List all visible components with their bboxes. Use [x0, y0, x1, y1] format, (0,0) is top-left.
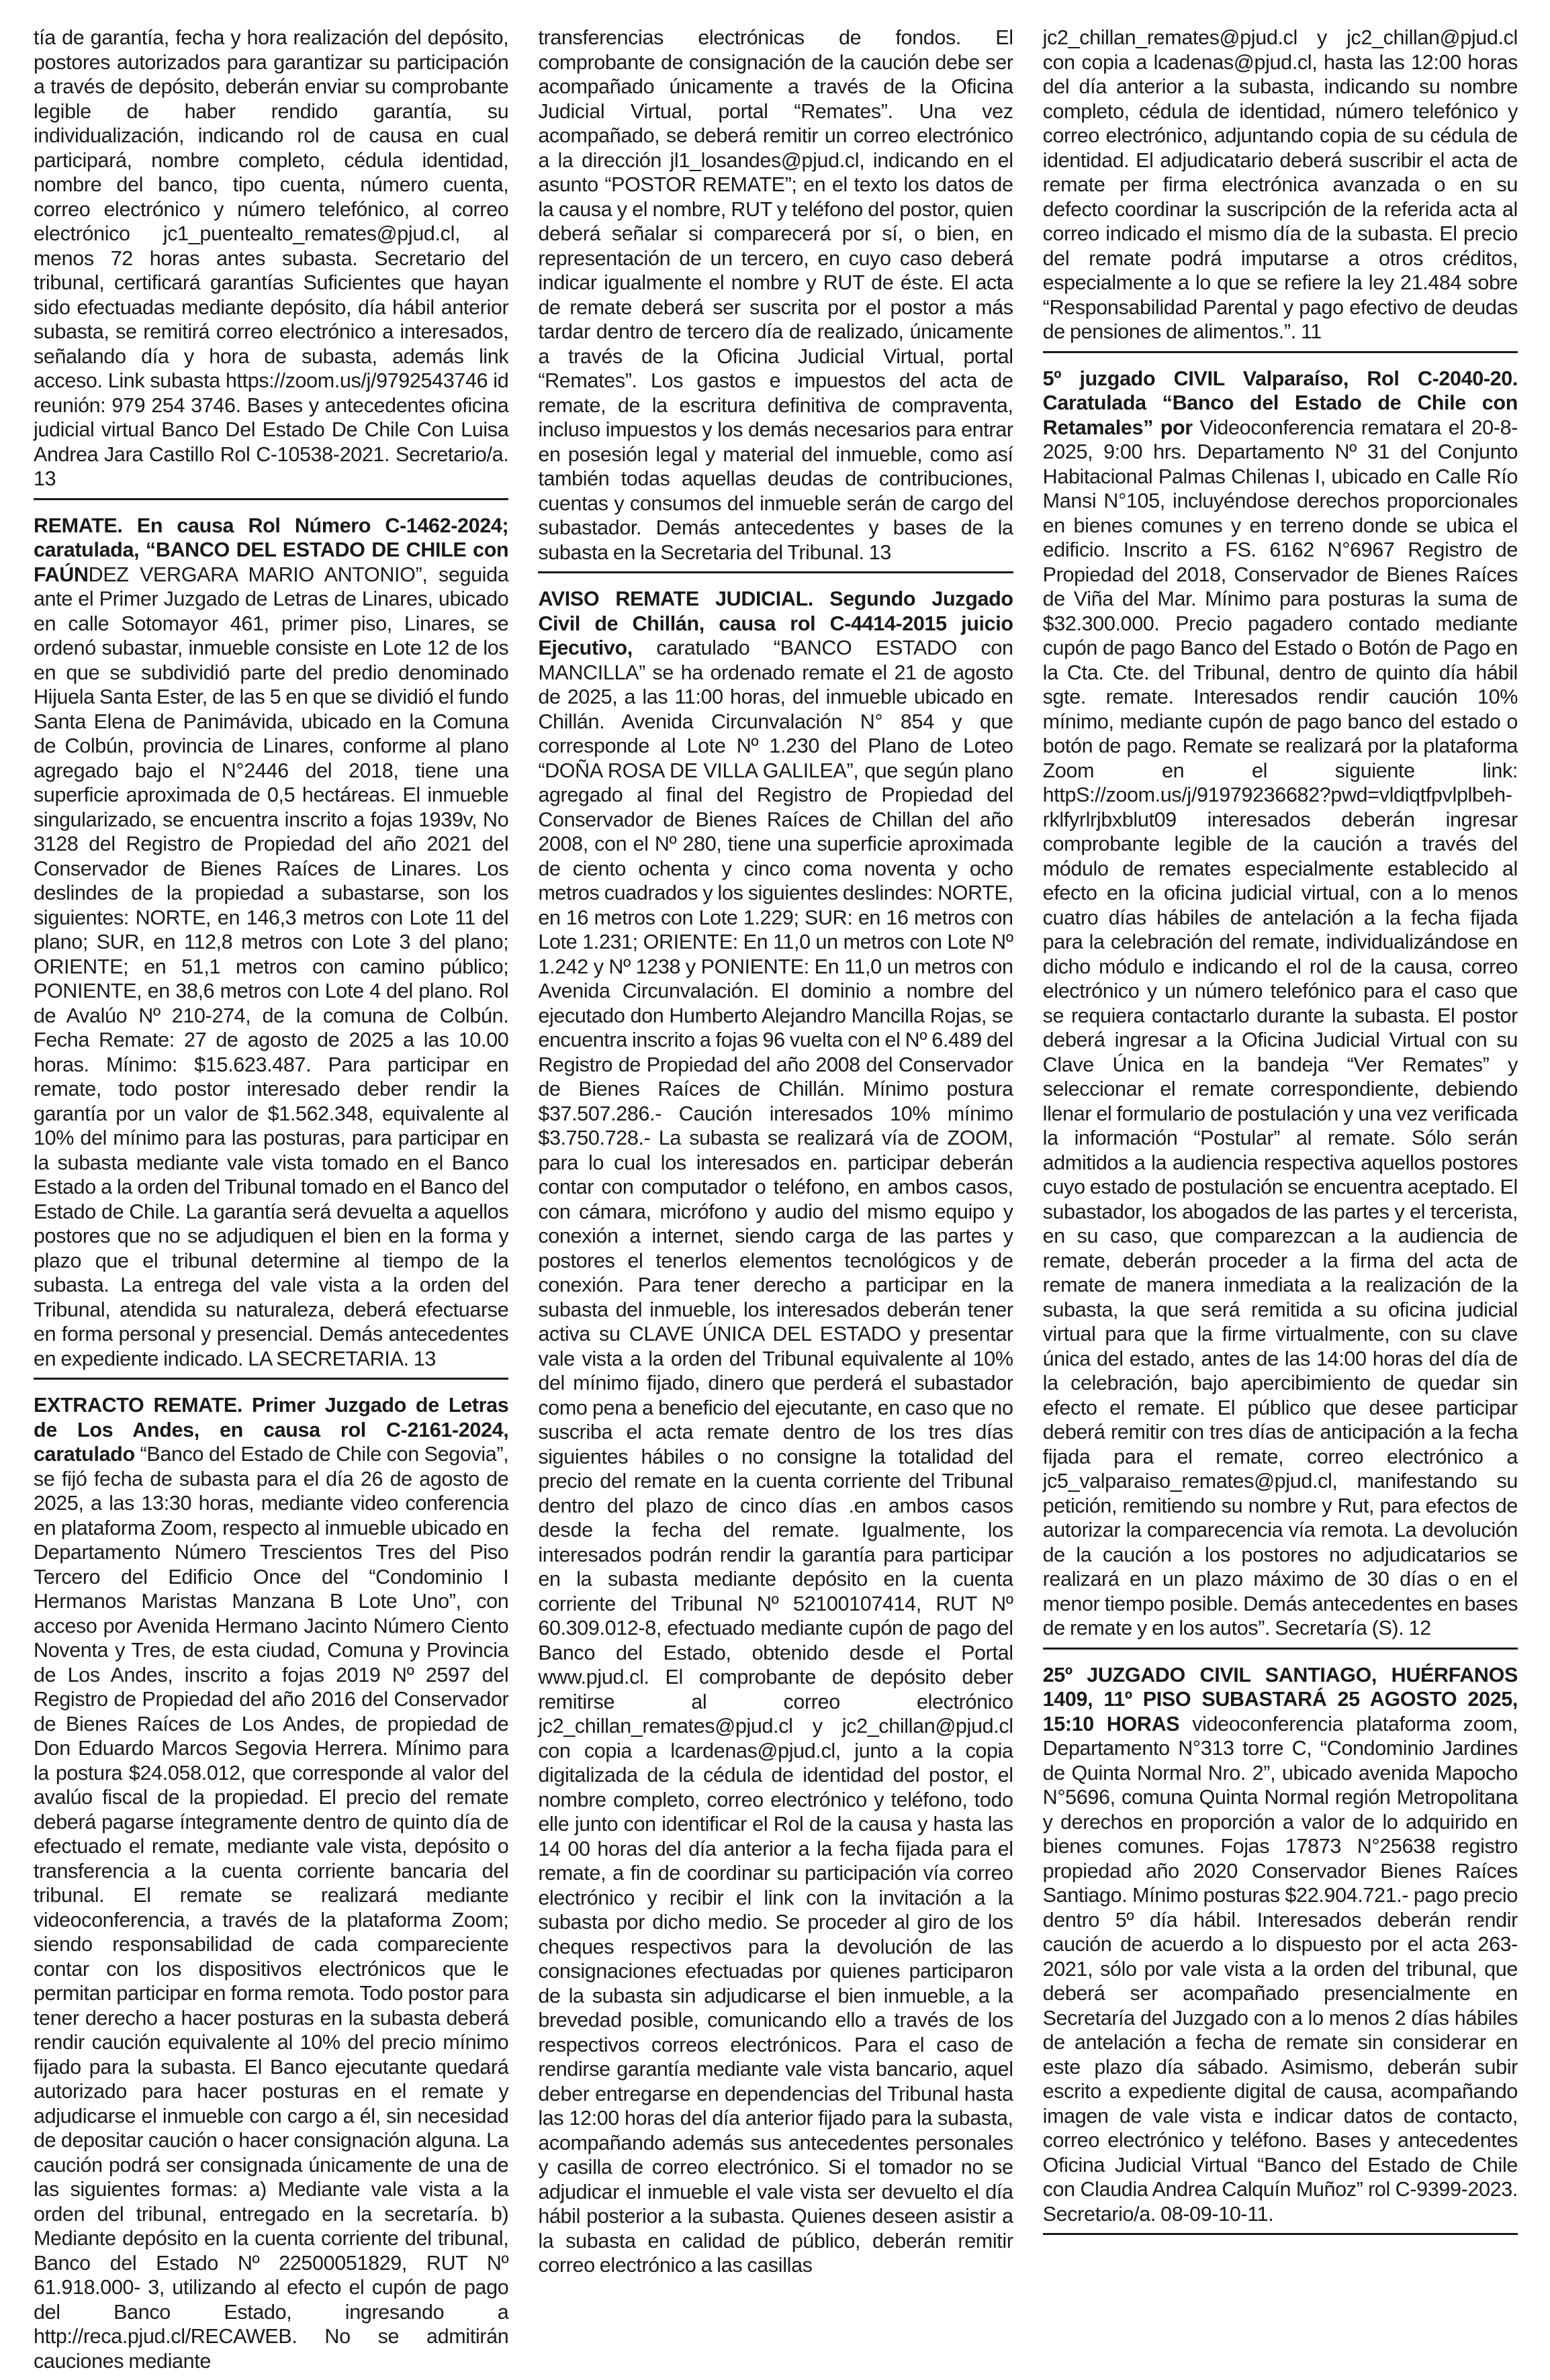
newspaper-page [34, 26, 1518, 2373]
column-2 [538, 26, 1013, 2277]
notice-body: “Banco del Estado de Chile con Segovia”, se fijó fecha de subasta para el día 26 de agosto de 2025, a las 13:30 horas, mediante video conferencia en plataforma Zoom, respecto al inmueble ubicado en Departamento Número Trescientos Tres del Piso Tercero del Edificio Once del “Condominio I Hermanos Maristas Manzana B Lote Uno”, con acceso por Avenida Hermano Jacinto Número Ciento Noventa y Tres, de esta ciudad, Comuna y Provincia de Los Andes, inscrito a fojas 2019 Nº 2597 del Registro de Propiedad del año 2016 del Conservador de Bienes Raíces de Los Andes, de propiedad de Don Eduardo Marcos Segovia Herrera. Mínimo para la postura $24.058.012, que corresponde al valor del avalúo fiscal de la propiedad. El precio del remate deberá pagarse íntegramente dentro de quinto día de efectuado el remate, mediante vale vista, depósito o transferencia a la cuenta corriente bancaria del tribunal. El remate se realizará mediante videoconferencia, a través de la plataforma Zoom; siendo responsabilidad de cada compareciente contar con los dispositivos electrónicos que le permitan participar en forma remota. Todo postor para tener derecho a hacer posturas en la subasta deberá rendir caución equivalente al 10% del precio mínimo fijado para la subasta. El Banco ejecutante quedará autorizado para hacer posturas en el remate y adjudicarse el inmueble con cargo a él, sin necesidad de depositar caución o hacer consignación alguna. La caución podrá ser consignada únicamente de una de las siguientes formas: a) Mediante vale vista a la orden del tribunal, entregado en la secretaría. b) Mediante depósito en la cuenta corriente del tribunal, Banco del Estado Nº 22500051829, RUT Nº 61.918.000- 3, utilizando al efecto el cupón de pago del Banco Estado, ingresando a http://reca.pjud.cl/RECAWEB. No se admitirán cauciones mediante [34, 1443, 509, 2373]
column-1 [34, 26, 509, 2373]
notice-heading: REMATE. En causa Rol Número C-1462-2024; caratulada, “BANCO DEL ESTADO DE CHILE con FAÚN [34, 514, 509, 586]
notice-heading: AVISO REMATE JUDICIAL. Segundo Juzgado Civil de Chillán, causa rol C-4414-2015 juicio Ejecutivo, [538, 587, 1013, 659]
notice-body: jc2_chillan_remates@pjud.cl y jc2_chillan@pjud.cl con copia a lcadenas@pjud.cl, hasta las 12:00 horas del día anterior a la subasta, indicando su nombre completo, cédula de identidad, número telefónico y correo electrónico, adjuntando copia de su cédula de identidad. El adjudicatario deberá suscribir el acta de remate per firma electrónica avanzada o en su defecto coordinar la suscripción de la referida acta al correo indicado el mismo día de la subasta. El precio del remate podrá imputarse a otros créditos, especialmente a lo que se refiere la ley 21.484 sobre “Responsabilidad Parental y pago efectivo de deudas de pensiones de alimentos.”. 11 [1042, 26, 1518, 343]
notice-valparaiso [1043, 367, 1518, 1650]
notice-body: Videoconferencia rematara el 20-8-2025, 9:00 hrs. Departamento Nº 31 del Conjunto Habitacional Palmas Chilenas I, ubicado en Calle Río Mansi N°105, incluyéndose derechos proporcionales en bienes comunes y en terreno donde se ubica el edificio. Inscrito a FS. 6162 N°6967 Registro de Propiedad del 2018, Conservador de Bienes Raíces de Viña del Mar. Mínimo para posturas la suma de $32.300.000. Precio pagadero contado mediante cupón de pago Banco del Estado o Botón de Pago en la Cta. Cte. del Tribunal, dentro de quinto día hábil sgte. remate. Interesados rendir caución 10% mínimo, mediante cupón de pago banco del estado o botón de pago. Remate se realizará por la plataforma Zoom en el siguiente link: httpS://zoom.us/j/91979236682?pwd=vldiqtfpvlplbeh-rklfyrlrjbxblut09 interesados deberán ingresar comprobante legible de la caución a través del módulo de remates especialmente establecido al efecto en la oficina judicial virtual, con a lo menos cuatro días hábiles de antelación a la fecha fijada para la celebración del remate, individualizándose en dicho módulo e indicando el rol de la causa, correo electrónico y un número telefónico para el caso que se requiera contactarlo durante la subasta. El postor deberá ingresar a la Oficina Judicial Virtual con su Clave Única en la bandeja “Ver Remates” y seleccionar el remate correspondiente, debiendo llenar el formulario de postulación y una vez verificada la información “Postular” al remate. Sólo serán admitidos a la audiencia respectiva aquellos postores cuyo estado de postulación se encuentra aceptado. El subastador, los abogados de las partes y el tercerista, en su caso, que comparezcan a la audiencia de remate, deberán proceder a la firma del acta de remate de manera inmediata a la realización de la subasta, la que será remitida a su oficina judicial virtual para que la firme virtualmente, con su clave única del estado, antes de las 14:00 horas del día de la celebración, bajo apercibimiento de quedar sin efecto el remate. El público que desee participar deberá remitir con tres días de anticipación a la fecha fijada para el remate, correo electrónico a jc5_valparaiso_remates@pjud.cl, manifestando su petición, remitiendo su nombre y Rut, para efectos de autorizar la comparecencia vía remota. La devolución de la caución a los postores no adjudicatarios se realizará en un plazo máximo de 30 días o en el menor tiempo posible. Demás antecedentes en bases de remate y en los autos”. Secretaría (S). 12 [1042, 416, 1518, 1639]
notice-body: DEZ VERGARA MARIO ANTONIO”, seguida ante el Primer Juzgado de Letras de Linares, ubicado en calle Sotomayor 461, primer piso, Linares, se ordenó subastar, inmueble consiste en Lote 12 de los en que se subdividió parte del predio denominado Hijuela Santa Ester, de las 5 en que se dividió el fundo Santa Elena de Panimávida, ubicado en la Comuna de Colbún, provincia de Linares, conforme al plano agregado bajo el N°2446 del 2018, tiene una superficie aproximada de 0,5 hectáreas. El inmueble singularizado, se encuentra inscrito a fojas 1939v, No 3128 del Registro de Propiedad del año 2021 del Conservador de Bienes Raíces de Linares. Los deslindes de la propiedad a subastarse, son los siguientes: NORTE, en 146,3 metros con Lote 11 del plano; SUR, en 112,8 metros con Lote 3 del plano; ORIENTE; en 51,1 metros con camino público; PONIENTE, en 38,6 metros con Lote 4 del plano. Rol de Avalúo Nº 210-274, de la comuna de Colbún. Fecha Remate: 27 de agosto de 2025 a las 10.00 horas. Mínimo: $15.623.487. Para participar en remate, todo postor interesado deber rendir la garantía por un valor de $1.562.348, equivalente al 10% del mínimo para las posturas, para participar en la subasta mediante vale vista tomado en el Banco Estado a la orden del Tribunal tomado en el Banco del Estado de Chile. La garantía será devuelta a aquellos postores que no se adjudiquen el bien en la forma y plazo que el tribunal determine al tiempo de la subasta. La entrega del vale vista a la orden del Tribunal, atendida su naturaleza, deberá efectuarse en forma personal y presencial. Demás antecedentes en expediente indicado. LA SECRETARIA. 13 [34, 563, 509, 1370]
notice-continuation [34, 26, 508, 500]
notice-santiago [1043, 1663, 1518, 2236]
notice-aviso-chillan [538, 587, 1013, 2285]
notice-body: caratulado “BANCO ESTADO con MANCILLA” se ha ordenado remate el 21 de agosto de 2025, a las 11:00 horas, del inmueble ubicado en Chillán. Avenida Circunvalación N° 854 y que corresponde al Lote Nº 1.230 del Plano de Loteo “DOÑA ROSA DE VILLA GALILEA”, que según plano agregado al final del Registro de Propiedad del Conservador de Bienes Raíces de Chillan del año 2008, con el Nº 280, tiene una superficie aproximada de ciento ochenta y cinco coma noventa y ocho metros cuadrados y los siguientes deslindes: NORTE, en 16 metros con Lote 1.229; SUR: en 16 metros con Lote 1.231; ORIENTE: En 11,0 un metros con Lote Nº 1.242 y Nº 1238 y PONIENTE: En 11,0 un metros con Avenida Circunvalación. El dominio a nombre del ejecutado don Humberto Alejandro Mancilla Rojas, se encuentra inscrito a fojas 96 vuelta con el Nº 6.489 del Registro de Propiedad del año 2008 del Conservador de Bienes Raíces de Chillán. Mínimo postura $37.507.286.- Caución interesados 10% mínimo $3.750.728.- La subasta se realizará vía de ZOOM, para lo cual los interesados en. participar deberán contar con computador o teléfono, en ambos casos, con cámara, micrófono y audio del mismo equipo y conexión a internet, siendo carga de las partes y postores el tenerlos elementos tecnológicos y de conexión. Para tener derecho a participar en la subasta del inmueble, los interesados deberán tener activa su CLAVE ÚNICA DEL ESTADO y presentar vale vista a la orden del Tribunal equivalente al 10% del mínimo fijado, dinero que perderá el subastador como pena a beneficio del ejecutante, en caso que no suscriba el acta remate dentro de los tres días siguientes hábiles o no consigne la totalidad del precio del remate en la cuenta corriente del Tribunal dentro del plazo de cinco días .en ambos casos desde la fecha del remate. Igualmente, los interesados podrán rendir la garantía para participar en la subasta mediante depósito en la cuenta corriente del Tribunal Nº 52100107414, RUT Nº 60.309.012-8, efectuado mediante cupón de pago del Banco del Estado, obtenido desde el Portal www.pjud.cl. El comprobante de depósito deber remitirse al correo electrónico jc2_chillan_remates@pjud.cl y jc2_chillan@pjud.cl con copia a lcardenas@pjud.cl, junto a la copia digitalizada de la cédula de identidad del postor, el nombre completo, correo electrónico y teléfono, todo elle junto con identificar el Rol de la causa y hasta las 14 00 horas del día anterior a la fecha fijada para el remate, a fin de coordinar su participación vía correo electrónico y recibir el link con la invitación a la subasta por dicho medio. Se proceder al giro de los cheques respectivos para la devolución de las consignaciones efectuadas por quienes participaron de la subasta sin adjudicarse el bien inmueble, a la brevedad posible, comunicando ello a través de los respectivos correos electrónicos. Para el caso de rendirse garantía mediante vale vista bancario, aquel deber entregarse en dependencias del Tribunal hasta las 12:00 horas del día anterior fijado para la subasta, acompañando además sus antecedentes personales y casilla de correo electrónico. Si el tomador no se adjudicar el inmueble el vale vista ser devuelto el día hábil posterior a la subasta. Quienes deseen asistir a la subasta en calidad de público, deberán remitir correo electrónico a las casillas [538, 636, 1013, 2277]
notice-heading: EXTRACTO REMATE. Primer Juzgado de Letras de Los Andes, en causa rol C-2161-2024, caratulado [34, 1394, 509, 1466]
notice-body: transferencias electrónicas de fondos. El comprobante de consignación de la caución debe ser acompañado únicamente a través de la Oficina Judicial Virtual, portal “Remates”. Una vez acompañado, se deberá remitir un correo electrónico a la dirección jl1_losandes@pjud.cl, indicando en el asunto “POSTOR REMATE”; en el texto los datos de la causa y el nombre, RUT y teléfono del postor, quien deberá señalar si comparecerá por sí, o bien, en representación de un tercero, en cuyo caso deberá indicar igualmente el nombre y RUT de éste. El acta de remate deberá ser suscrita por el postor a más tardar dentro de tercero día de realizado, únicamente a través de la Oficina Judicial Virtual, portal “Remates”. Los gastos e impuestos del acta de remate, de la escritura definitiva de compraventa, incluso impuestos y los demás necesarios para entrar en posesión legal y material del inmueble, como así también todas aquellas deudas de contribuciones, cuentas y consumos del inmueble serán de cargo del subastador. Demás antecedentes y bases de la subasta en la Secretaria del Tribunal. 13 [538, 26, 1013, 564]
column-3 [1042, 26, 1518, 2226]
notice-continuation [538, 26, 1013, 573]
notice-body: tía de garantía, fecha y hora realización del depósito, postores autorizados para garantizar su participación a través de depósito, deberán enviar su comprobante legible de haber rendido garantía, su individualización, indicando rol de causa en cual participará, nombre completo, cédula identidad, nombre del banco, tipo cuenta, número cuenta, correo electrónico y número telefónico, al correo electrónico jc1_puentealto_remates@pjud.cl, al menos 72 horas antes subasta. Secretario del tribunal, certificará garantías Suficientes que hayan sido efectuadas mediante depósito, día hábil anterior subasta, se remitirá correo electrónico a interesados, señalando día y hora de subasta, además link acceso. Link subasta https://zoom.us/j/9792543746 id reunión: 979 254 3746. Bases y antecedentes oficina judicial virtual Banco Del Estado De Chile Con Luisa Andrea Jara Castillo Rol C-10538-2021. Secretario/a. 13 [34, 26, 509, 490]
notice-heading: 5º juzgado CIVIL Valparaíso, Rol C-2040-20. Caratulada “Banco del Estado de Chile con Retamales” por [1042, 367, 1518, 439]
notice-continuation [1043, 26, 1518, 353]
notice-body: videoconferencia plataforma zoom, Departamento N°313 torre C, “Condominio Jardines de Quinta Normal Nro. 2”, ubicado avenida Mapocho N°5696, comuna Quinta Normal región Metropolitana y derechos en proporción a valor de lo adquirido en bienes comunes. Fojas 17873 N°25638 registro propiedad año 2020 Conservador Bienes Raíces Santiago. Mínimo posturas $22.904.721.- pago precio dentro 5º día hábil. Interesados deberán rendir caución de acuerdo a lo dispuesto por el acta 263-2021, sólo por vale vista a la orden del tribunal, que deberá ser acompañado presencialmente en Secretaría del Juzgado con a lo menos 2 días hábiles de antelación a fecha de remate sin considerar en este plazo día sábado. Asimismo, deberán subir escrito a expediente digital de causa, acompañando imagen de vale vista e indicar datos de contacto, correo electrónico y teléfono. Bases y antecedentes Oficina Judicial Virtual “Banco del Estado de Chile con Claudia Andrea Calquín Muñoz” rol C-9399-2023. Secretario/a. 08-09-10-11. [1042, 1712, 1518, 2226]
notice-remate-linares [34, 514, 508, 1380]
notice-extracto-los-andes [34, 1393, 508, 2380]
notice-heading: 25º JUZGADO CIVIL SANTIAGO, HUÉRFANOS 1409, 11º PISO SUBASTARÁ 25 AGOSTO 2025, 15:10 HORAS [1042, 1663, 1518, 1735]
